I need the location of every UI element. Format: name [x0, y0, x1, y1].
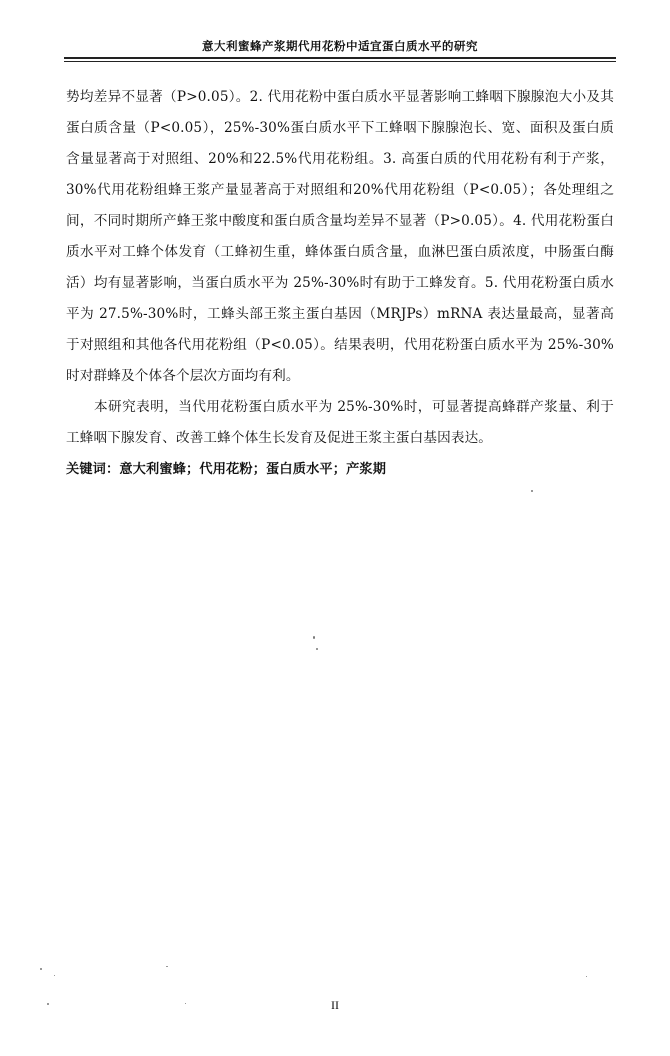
- scan-speck: [313, 636, 315, 639]
- keywords-line: 关键词：意大利蜜蜂；代用花粉；蛋白质水平；产浆期: [66, 462, 387, 477]
- scan-speck: [586, 976, 587, 977]
- running-header-title: 意大利蜜蜂产浆期代用花粉中适宜蛋白质水平的研究: [202, 39, 478, 53]
- abstract-body: [66, 82, 614, 485]
- abstract-paragraph-results: 势均差异不显著（P>0.05）。2. 代用花粉中蛋白质水平显著影响工蜂咽下腺腺泡大小及其蛋白质含量（P<0.05），25%-30%蛋白质水平下工蜂咽下腺腺泡长、宽、面积及蛋白质含量显著高于对照组、20%和22.5%代用花粉组。3. 高蛋白质的代用花粉有利于产浆，30%代用花粉组蜂王浆产量显著高于对照组和20%代用花粉组（P<0.05）；各处理组之间，不同时期所产蜂王浆中酸度和蛋白质含量均差异不显著（P>0.05）。4. 代用花粉蛋白质水平对工蜂个体发育（工蜂初生重，蜂体蛋白质含量，血淋巴蛋白质浓度，中肠蛋白酶活）均有显著影响，当蛋白质水平为 25%-30%时有助于工蜂发育。5. 代用花粉蛋白质水平为 27.5%-30%时，工蜂头部王浆主蛋白基因（MRJPs）mRNA 表达量最高，显著高于对照组和其他各代用花粉组（P<0.05）。结果表明，代用花粉蛋白质水平为 25%-30%时对群蜂及个体各个层次方面均有利。: [66, 89, 614, 384]
- abstract-paragraph-conclusion: 本研究表明，当代用花粉蛋白质水平为 25%-30%时，可显著提高蜂群产浆量、利于工蜂咽下腺发育、改善工蜂个体生长发育及促进王浆主蛋白基因表达。: [66, 399, 614, 446]
- scan-speck: [40, 968, 42, 970]
- scan-speck: [316, 648, 318, 650]
- page-number: II: [331, 998, 339, 1012]
- header-rule-thin: [64, 61, 616, 62]
- scan-speck: [47, 1003, 49, 1005]
- scan-speck: [166, 966, 168, 967]
- scan-speck: [531, 490, 533, 492]
- header-rule-thick: [64, 57, 616, 59]
- scan-speck: [54, 975, 55, 976]
- scan-speck: [185, 1003, 186, 1004]
